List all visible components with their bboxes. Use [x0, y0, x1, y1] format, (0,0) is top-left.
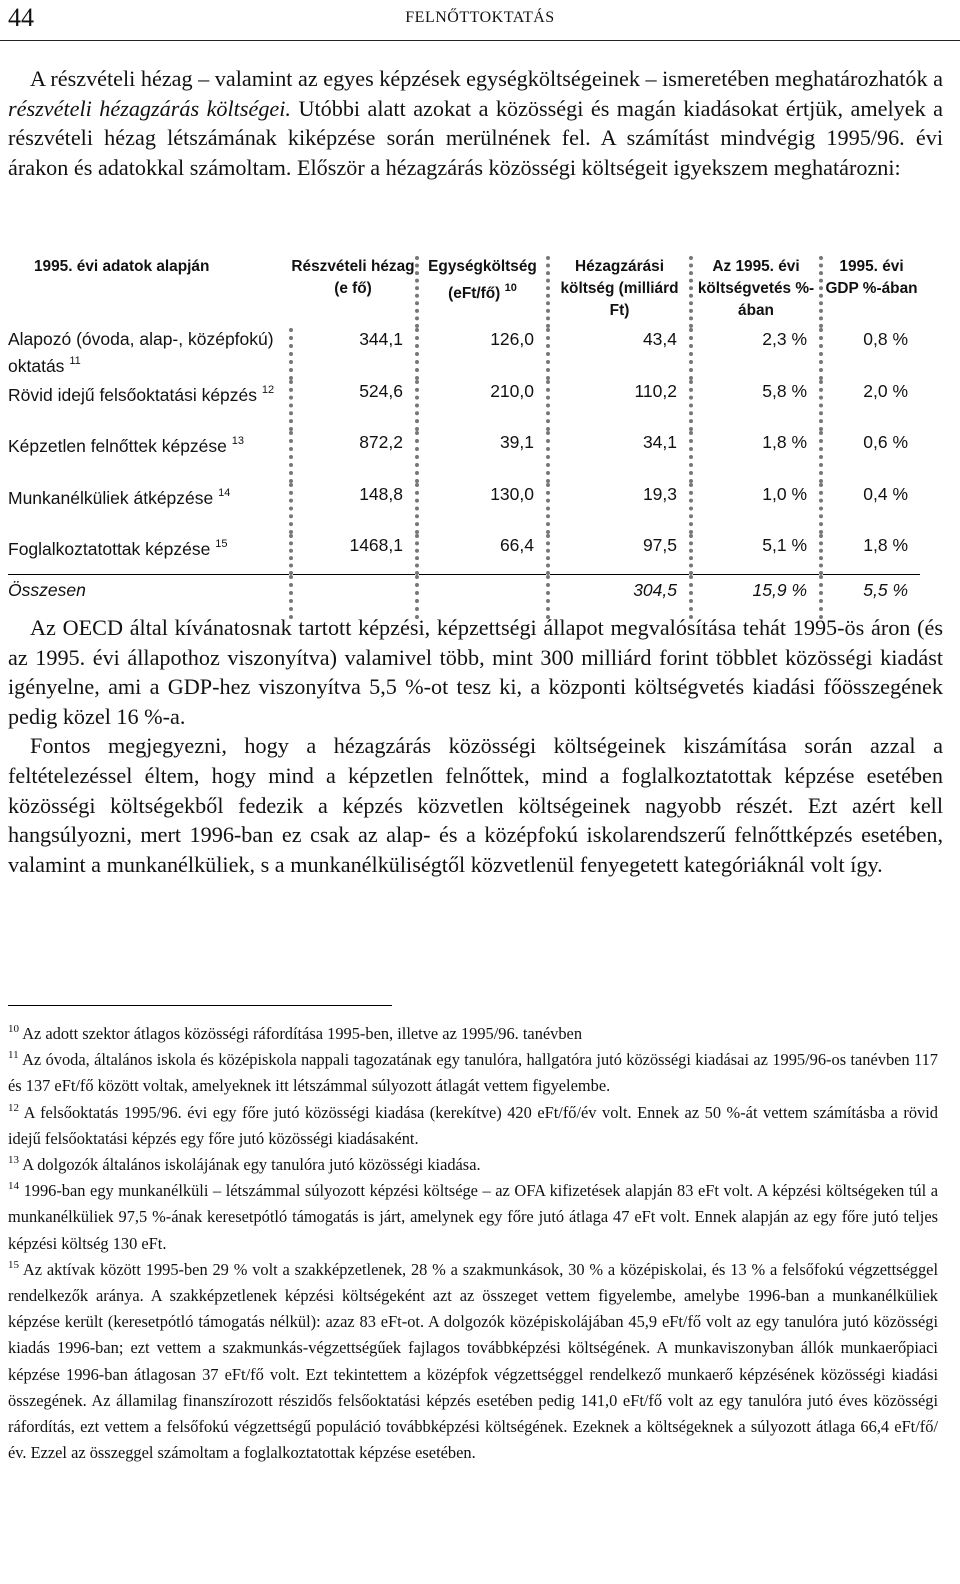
row-footnote-ref: 15: [215, 538, 228, 550]
cell-gdp-pct: 0,6 %: [821, 431, 920, 483]
cell-closing-cost: 34,1: [548, 431, 691, 483]
footnote-text: A dolgozók általános iskolájának egy tanulóra jutó közösségi kiadása.: [19, 1155, 481, 1175]
row-label-text: Képzetlen felnőttek képzése: [8, 435, 227, 456]
body-paragraph-2: Fontos megjegyezni, hogy a hézagzárás közösségi költségeinek kiszámítása során azzal a feltételezéssel éltem, hogy mind a képzetlen felnőttek, mind a foglalkoztatottak képzése esetében közösségi költségekből fedezik a képzés közvetlen költségeinek nagyobb részét. Ezt azért kell hangsúlyozni, mert 1996-ban ez csak az alap- és a középfokú iskolarendszerű felnőttképzés esetében, valamint a munkanélküliek, s a munkanélküliségtől közvetlenül fenyegetett kategóriáknál volt így.: [8, 733, 943, 877]
table-row: [8, 534, 920, 574]
cell-budget-pct: 5,1 %: [691, 534, 821, 574]
col-header-gap: [291, 256, 417, 328]
cell-closing-cost: 43,4: [548, 328, 691, 380]
col-header-closing-cost: Hézagzárási költség (milliárd Ft): [548, 256, 691, 328]
row-label-text: Rövid idejű felsőoktatási képzés: [8, 384, 258, 405]
intro-paragraph: [8, 64, 943, 182]
footnote-text: Az óvoda, általános iskola és középiskola nappali tagozatának egy tanulóra, hallgatóra jutó közösségi kiadásai az 1995/96-os tanévben 117 és 137 eFt/fő között voltak, amelyeknek itt létszámmal súlyozott átlagát vettem figyelembe.: [8, 1050, 938, 1096]
col-header-unit-cost-fn: 10: [504, 282, 517, 294]
row-label-text: Alapozó (óvoda, alap-, középfokú) oktatás: [8, 329, 274, 376]
cell-gap: 148,8: [291, 483, 417, 535]
row-label-text: Munkanélküliek átképzése: [8, 487, 214, 508]
cell-closing-cost: 97,5: [548, 534, 691, 574]
col-header-gdp-pct: 1995. évi GDP %-ában: [821, 256, 920, 328]
row-label: [8, 380, 291, 432]
cell-gap: 344,1: [291, 328, 417, 380]
footnote-text: A felsőoktatás 1995/96. évi egy főre jutó közösségi kiadása (kerekítve) 420 eFt/fő/év volt. Ennek az 50 %-át vettem számításba a rövid idejű felsőoktatási képzés egy főre jutó közösségi kiadásaként.: [8, 1102, 938, 1148]
row-label-text: Foglalkoztatottak képzése: [8, 538, 211, 559]
col-header-budget-pct: Az 1995. évi költségvetés %-ában: [691, 256, 821, 328]
page-number: 44: [8, 3, 34, 32]
footnote-13: [8, 1152, 938, 1178]
table-row: [8, 483, 920, 535]
col-header-basis: 1995. évi adatok alapján: [34, 258, 210, 275]
footnote-text: Az adott szektor átlagos közösségi ráfordítása 1995-ben, illetve az 1995/96. tanévben: [19, 1024, 583, 1043]
cell-gdp-pct: 2,0 %: [821, 380, 920, 432]
footnote-14: [8, 1178, 938, 1257]
footnotes: [8, 1021, 938, 1466]
cell-unit-cost: 66,4: [417, 534, 548, 574]
footnote-11: [8, 1047, 938, 1099]
cell-closing-cost: 19,3: [548, 483, 691, 535]
cell-budget-pct: 5,8 %: [691, 380, 821, 432]
footnote-separator: [8, 1005, 392, 1006]
row-footnote-ref: 14: [218, 486, 231, 499]
cell-budget-pct: 1,0 %: [691, 483, 821, 535]
cell-unit-cost: 210,0: [417, 380, 548, 432]
cell-gap: 872,2: [291, 431, 417, 483]
row-label: [8, 534, 291, 574]
footnote-number: 10: [8, 1023, 19, 1035]
cell-gdp-pct: 0,8 %: [821, 328, 920, 380]
total-label: Összesen: [8, 574, 291, 619]
col-header-unit-cost: [417, 256, 548, 328]
table-row: [8, 431, 920, 483]
footnote-12: [8, 1100, 938, 1152]
cell-budget-pct: 2,3 %: [691, 328, 821, 380]
footnote-15: [8, 1257, 938, 1467]
cell-gap: 1468,1: [291, 534, 417, 574]
table-row: [8, 328, 920, 380]
running-title: FELNŐTTOKTATÁS: [405, 9, 555, 26]
row-label: [8, 328, 291, 380]
total-closing-cost: 304,5: [548, 574, 691, 619]
page-header: [0, 0, 960, 41]
total-gdp-pct: 5,5 %: [821, 574, 920, 619]
cell-unit-cost: 130,0: [417, 483, 548, 535]
footnote-number: 11: [8, 1049, 19, 1062]
cost-table: [8, 256, 920, 619]
cell-unit-cost: 126,0: [417, 328, 548, 380]
body-text: [8, 613, 943, 879]
intro-text-1: A részvételi hézag – valamint az egyes képzések egységköltségeinek – ismeretében meghatározhatók a: [30, 66, 944, 91]
footnote-number: 13: [8, 1154, 19, 1167]
intro-emphasis: részvételi hézagzárás költségei.: [8, 95, 291, 121]
cell-gap: 524,6: [291, 380, 417, 432]
total-unit-cost: [417, 574, 548, 619]
row-footnote-ref: 11: [69, 355, 81, 367]
cell-gdp-pct: 1,8 %: [821, 534, 920, 574]
footnote-text: Az aktívak között 1995-ben 29 % volt a szakképzetlenek, 28 % a szakmunkások, 30 % a középiskolai, és 13 % a felsőfokú végzettséggel rendelkezők aránya. A szakképzetlenek képzési költségeként azt az összeget vettem figyelembe, amelybe 1996-ban a munkanélküliek képzése került (keresetpótló támogatás nélkül): azaz 83 eFt-ot. A dolgozók középiskolájában 45,9 eFt/fő volt az egy tanulóra jutó közösségi kiadás 1996-ban; ezt vettem a szakmunkás-végzettségűek fajlagos továbbképzési költségének. A munkaviszonyban állók munkaerőpiaci képzése 1996-ban átlagosan 37 eFt/fő volt. Ezt tekintettem a középfok végzettséggel rendelkező munkaerő képzésének közösségi kiadási összegének. Az államilag finanszírozott részidős felsőoktatási képzés esetében pedig 141,0 eFt/fő volt az egy tanulóra jutó éves közösségi ráfordítás, ezt vettem a felsőfokú végzettségű populáció továbbképzési költségének. Ezeknek a költségeknek a súlyozott átlaga 66,4 eFt/fő/év. Ezzel az összeggel számoltam a foglalkoztatottak képzése esetében.: [8, 1259, 938, 1463]
footnote-number: 12: [8, 1101, 19, 1114]
table-total-row: [8, 574, 920, 619]
total-budget-pct: 15,9 %: [691, 574, 821, 619]
col-header-unit-cost-text: Egységköltség (eFt/fő): [428, 258, 537, 303]
intro-text-2: Utóbbi alatt azokat a közösségi és magán kiadásokat értjük, amelyek a részvételi hézag létszámának kiképzése során merülnének fel. A számítást mindvégig 1995/96. évi árakon és adatokkal számoltam. Először a hézagzárás közösségi költségeit igyekszem meghatározni:: [8, 95, 943, 180]
footnote-text: 1996-ban egy munkanélküli – létszámmal súlyozott képzési költsége – az OFA kifizetések alapján 83 eFt volt. A képzési költségeken túl a munkanélküliek 97,5 %-ának keresetpótló támogatás is járt, amelynek egy főre jutó átlaga 47 eFt volt. Ennek alapján az egy főre jutó teljes képzési költség 130 eFt.: [8, 1181, 938, 1253]
row-footnote-ref: 12: [261, 383, 275, 396]
col-header-gap-text: Részvételi hézag (e fő): [291, 258, 415, 297]
footnote-number: 14: [8, 1180, 19, 1193]
cell-closing-cost: 110,2: [548, 380, 691, 432]
row-label: [8, 483, 291, 535]
table-row: [8, 380, 920, 432]
footnote-number: 15: [8, 1258, 19, 1271]
cell-budget-pct: 1,8 %: [691, 431, 821, 483]
row-footnote-ref: 13: [231, 435, 245, 447]
footnote-10: [8, 1021, 938, 1047]
body-paragraph-1: Az OECD által kívánatosnak tartott képzési, képzettségi állapot megvalósítása tehát 1995-ös áron (és az 1995. évi állapothoz viszonyítva) valamivel több, mint 300 milliárd forint többlet közösségi kiadást igényelne, ami a GDP-hez viszonyítva 5,5 %-ot tesz ki, a központi költségvetés kiadási főösszegének pedig közel 16 %-a.: [8, 615, 943, 729]
cell-unit-cost: 39,1: [417, 431, 548, 483]
total-gap: [291, 574, 417, 619]
row-label: [8, 431, 291, 483]
table-header-row: [8, 256, 920, 328]
cell-gdp-pct: 0,4 %: [821, 483, 920, 535]
